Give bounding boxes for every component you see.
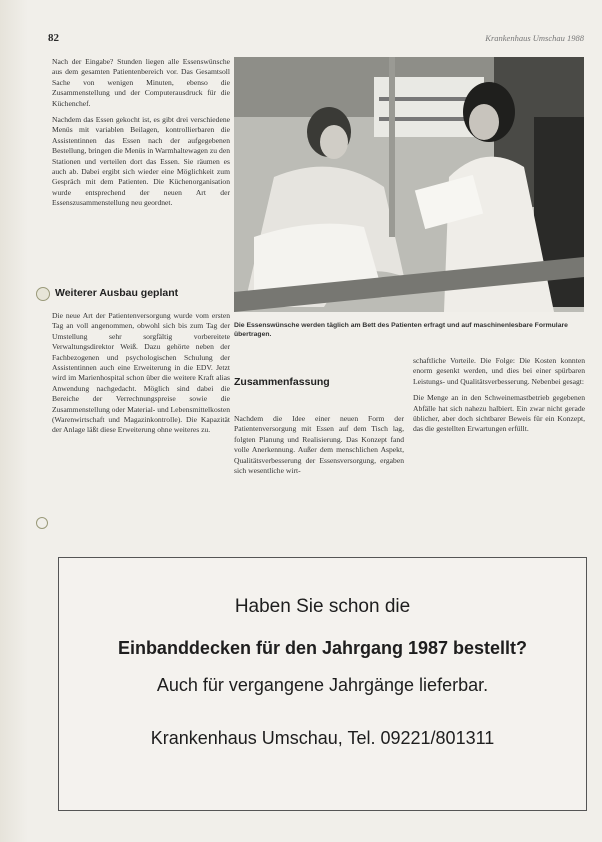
column-1-top <box>52 57 230 215</box>
running-title: Krankenhaus Umschau 1988 <box>485 33 584 43</box>
col1-paragraph-3: Die neue Art der Patientenversorgung wurde vom ersten Tag an voll angenommen, obwohl sich bis zum Tag der Umstellung sehr sorgfältig vorbereitete Verwaltungsdirektor Weiß. Dazu gehörte neben der Fachbezogenen und psychologischen Schulung der Assistentinnen auch eine Erweiterung in die EDV. Jetzt wird im Marienhospital schon über die weitere Kraft alias Anwendung nachgedacht. Möglich sind dabei die Bereiche der Verrechnungspreise sowie die Zusammenstellung oder Material- und Lebensmittelkosten (Warenwirtschaft und Magazinkontrolle). Die Kapazität der Anlage läßt diese Erweiterung ohne weiteres zu. <box>52 311 230 435</box>
column-1-bottom <box>52 311 230 442</box>
col3-paragraph-2: Die Menge an in den Schweinemastbetrieb gegebenen Abfälle hat sich nahezu halbiert. Ein zwar nicht gerade üblicher, aber doch sichtbarer Beweis für ein Konzept, das die gestellten Erwartungen erfüllt. <box>413 393 585 434</box>
col1-paragraph-2: Nachdem das Essen gekocht ist, es gibt drei verschiedene Menüs mit variablen Beilagen, kontrollierbaren die Assistentinnen das Essen nach der aufgegebenen Bestellung, bringen die Menüs in Warmhaltewagen zu den Stationen und verteilen dort das Essen. Sie räumen es auch ab. Dabei ergibt sich wieder eine Möglichkeit zum Gespräch mit dem Patienten. Die Küchenorganisation wurde entsprechend der neuen Art der Essenszusammenstellung neu geordnet. <box>52 115 230 208</box>
hospital-photo <box>234 57 584 312</box>
column-3 <box>413 356 585 441</box>
margin-mark-icon <box>36 517 48 529</box>
section-bullet-icon <box>36 287 50 301</box>
ad-line-3: Auch für vergangene Jahrgänge lieferbar. <box>156 675 489 695</box>
photo-caption: Die Essenswünsche werden täglich am Bett des Patienten erfragt und auf maschinenlesbare Formulare übertragen. <box>234 322 568 338</box>
section-heading-zusammenfassung: Zusammenfassung <box>234 376 330 388</box>
page-gutter <box>0 0 28 842</box>
column-2 <box>234 414 404 482</box>
ad-line-1: Haben Sie schon die <box>234 596 411 617</box>
col2-paragraph-1: Nachdem die Idee einer neuen Form der Patientenversorgung mit Essen auf dem Tisch lag, folgten Planung und Realisierung. Das Konzept fand volle Anerkennung. Außer dem menschlichen Aspekt, Qualitätsverbesserung der Essensversorgung, ergaben sich wesentliche wirt- <box>234 414 404 476</box>
page-number: 82 <box>48 32 59 44</box>
col1-paragraph-1: Nach der Eingabe? Stunden liegen alle Essenswünsche aus dem gesamten Patientenbereich vor. Das Gesamtsoll Sache von wenigen Minuten, ebenso die Zusammenstellung und der Computerausdruck für die Küchenchef. <box>52 57 230 108</box>
section-heading-ausbau: Weiterer Ausbau geplant <box>55 287 179 299</box>
advertisement-box <box>58 557 587 811</box>
ad-line-2: Einbanddecken für den Jahrgang 1987 bestellt? <box>117 638 528 658</box>
col3-paragraph-1: schaftliche Vorteile. Die Folge: Die Kosten konnten enorm gesenkt werden, und dies bei einer spürbaren Leistungs- und Qualitätsverbesserung. Nebenbei gesagt: <box>413 356 585 386</box>
photo-image-icon <box>234 57 584 312</box>
ad-contact-line: Krankenhaus Umschau, Tel. 09221/801311 <box>150 728 495 748</box>
